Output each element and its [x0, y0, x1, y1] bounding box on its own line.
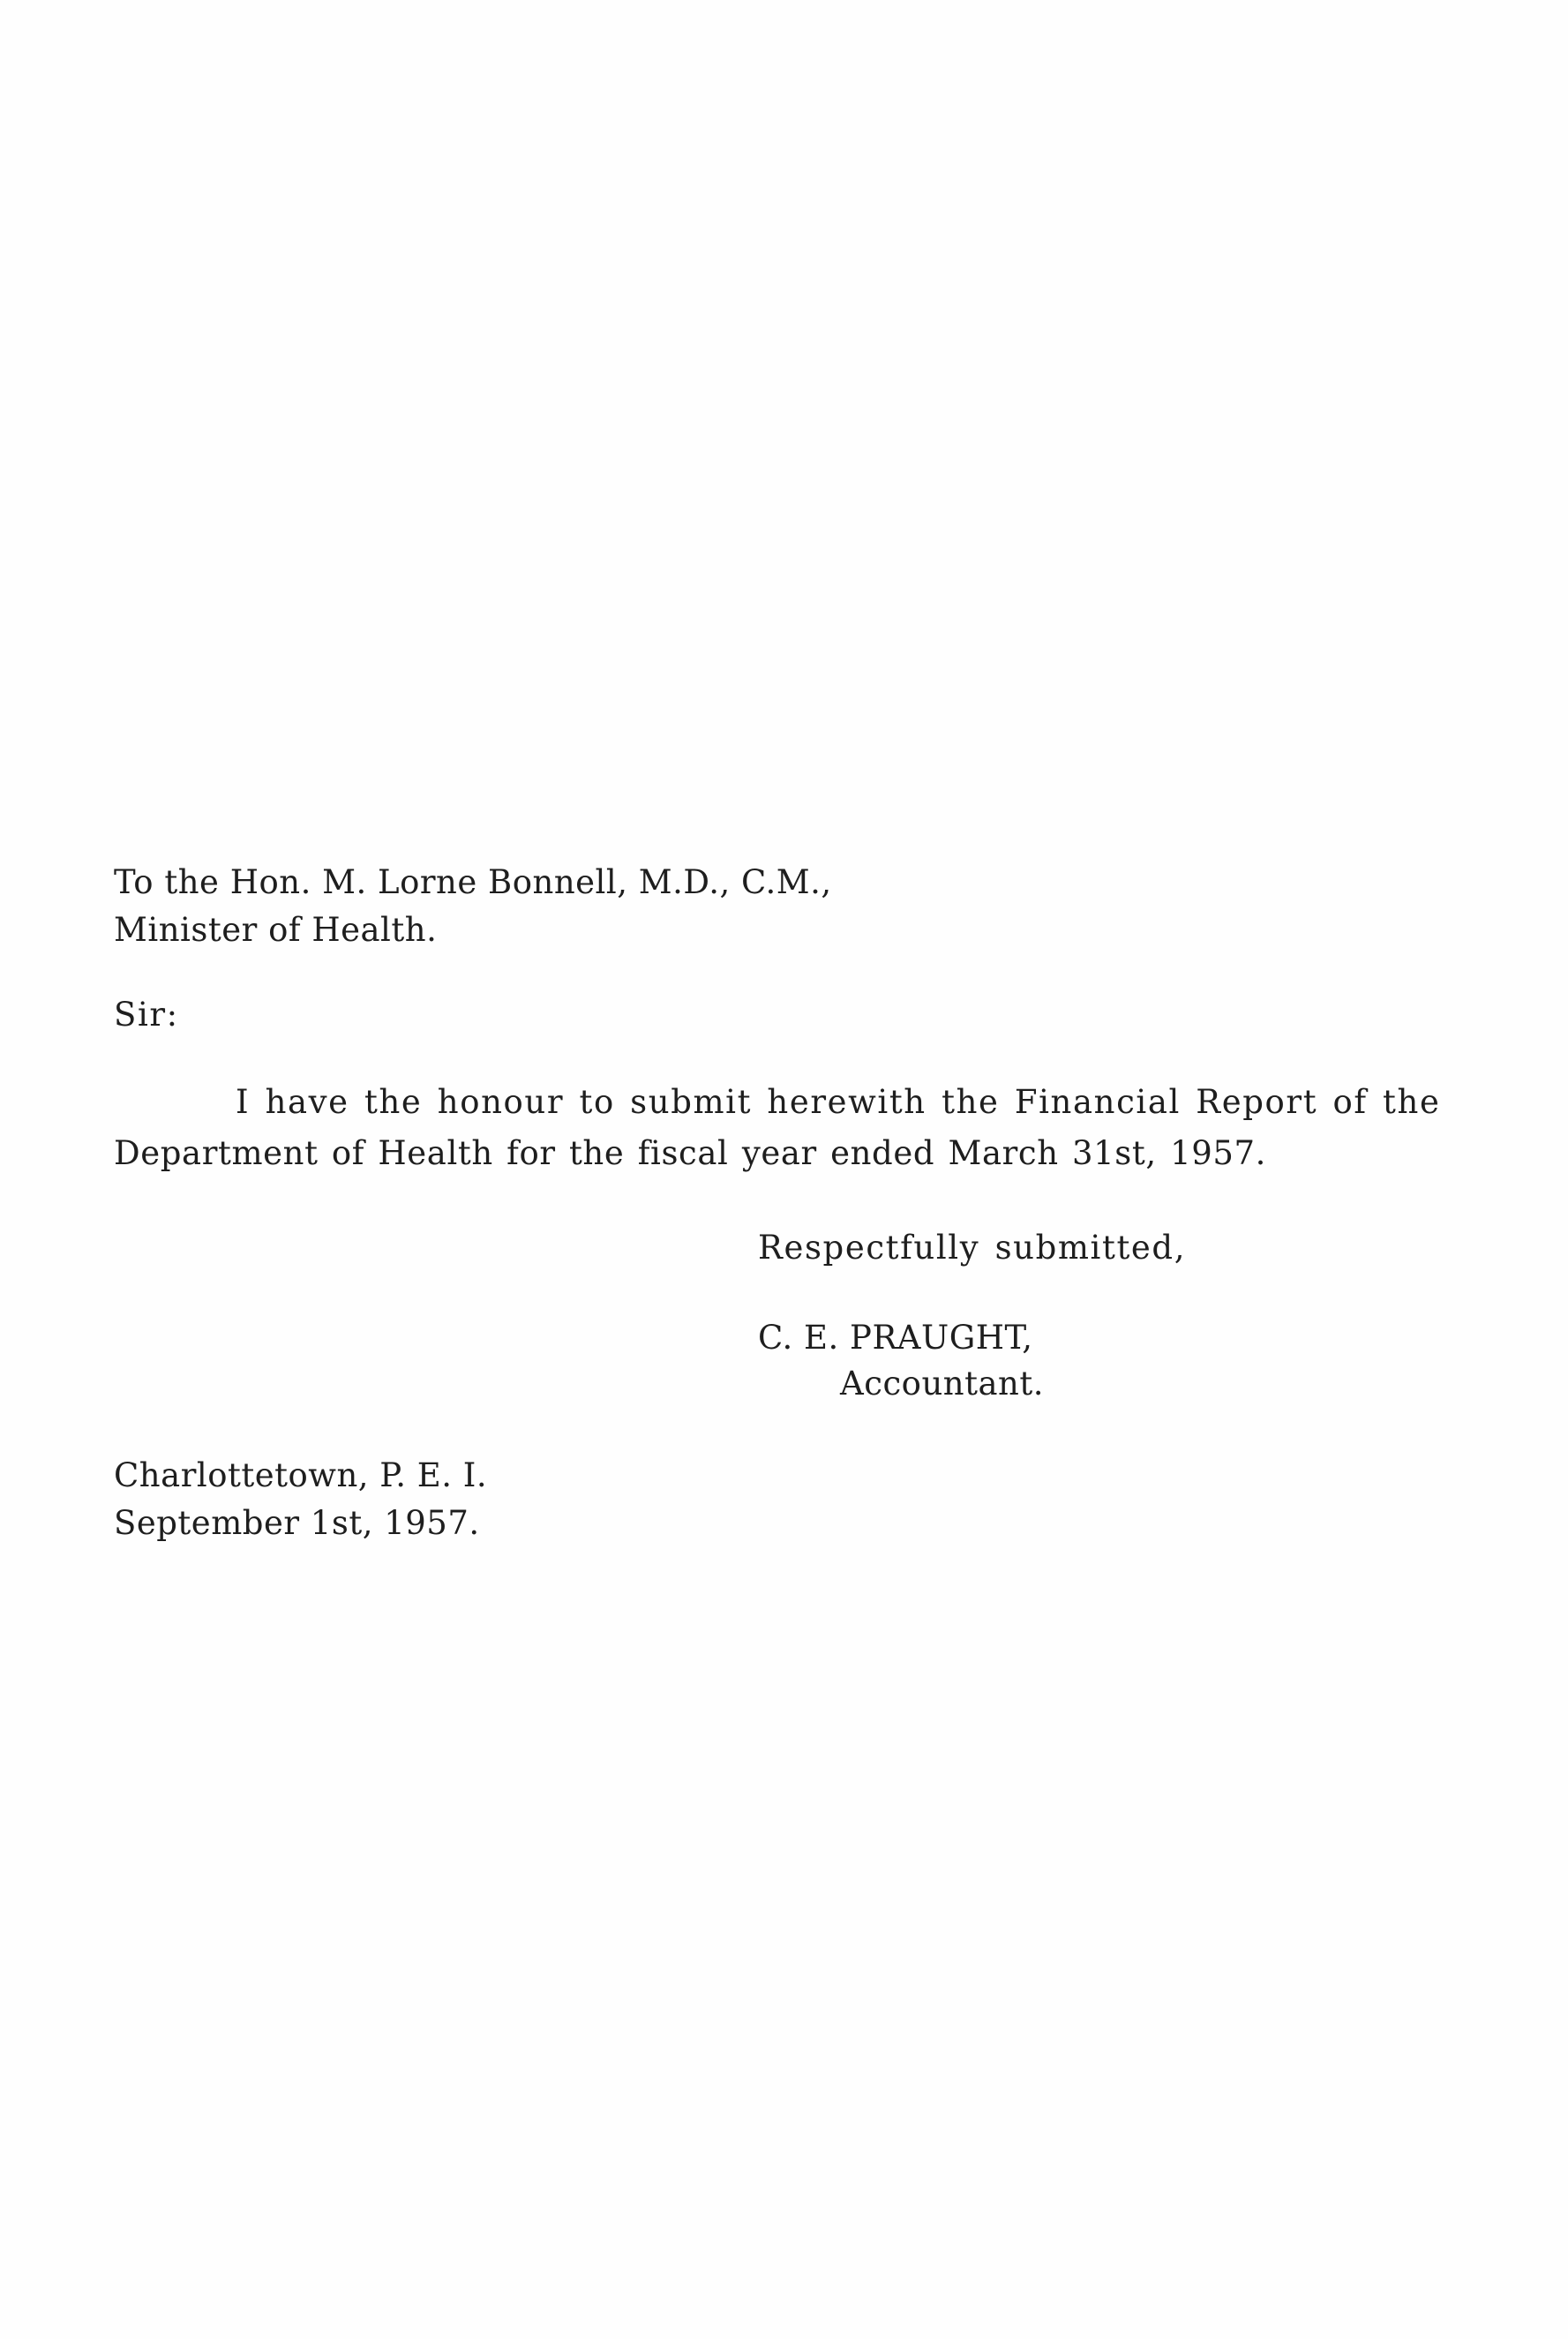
closing: Respectfully submitted, [758, 1229, 1187, 1267]
salutation: Sir: [114, 996, 179, 1034]
signer-title: Accountant. [840, 1365, 1044, 1403]
letter-body [114, 1077, 1441, 1179]
place: Charlottetown, P. E. I. [114, 1456, 488, 1494]
signer-name: C. E. PRAUGHT, [758, 1319, 1033, 1357]
addressee-line-2: Minister of Health. [114, 911, 438, 949]
addressee-line-1: To the Hon. M. Lorne Bonnell, M.D., C.M., [114, 863, 832, 901]
body-line-2: Department of Health for the fiscal year ended March 31st, 1957. [114, 1134, 1267, 1172]
date: September 1st, 1957. [114, 1504, 480, 1542]
body-line-1: I have the honour to submit herewith the Financial Report of the [236, 1083, 1441, 1121]
